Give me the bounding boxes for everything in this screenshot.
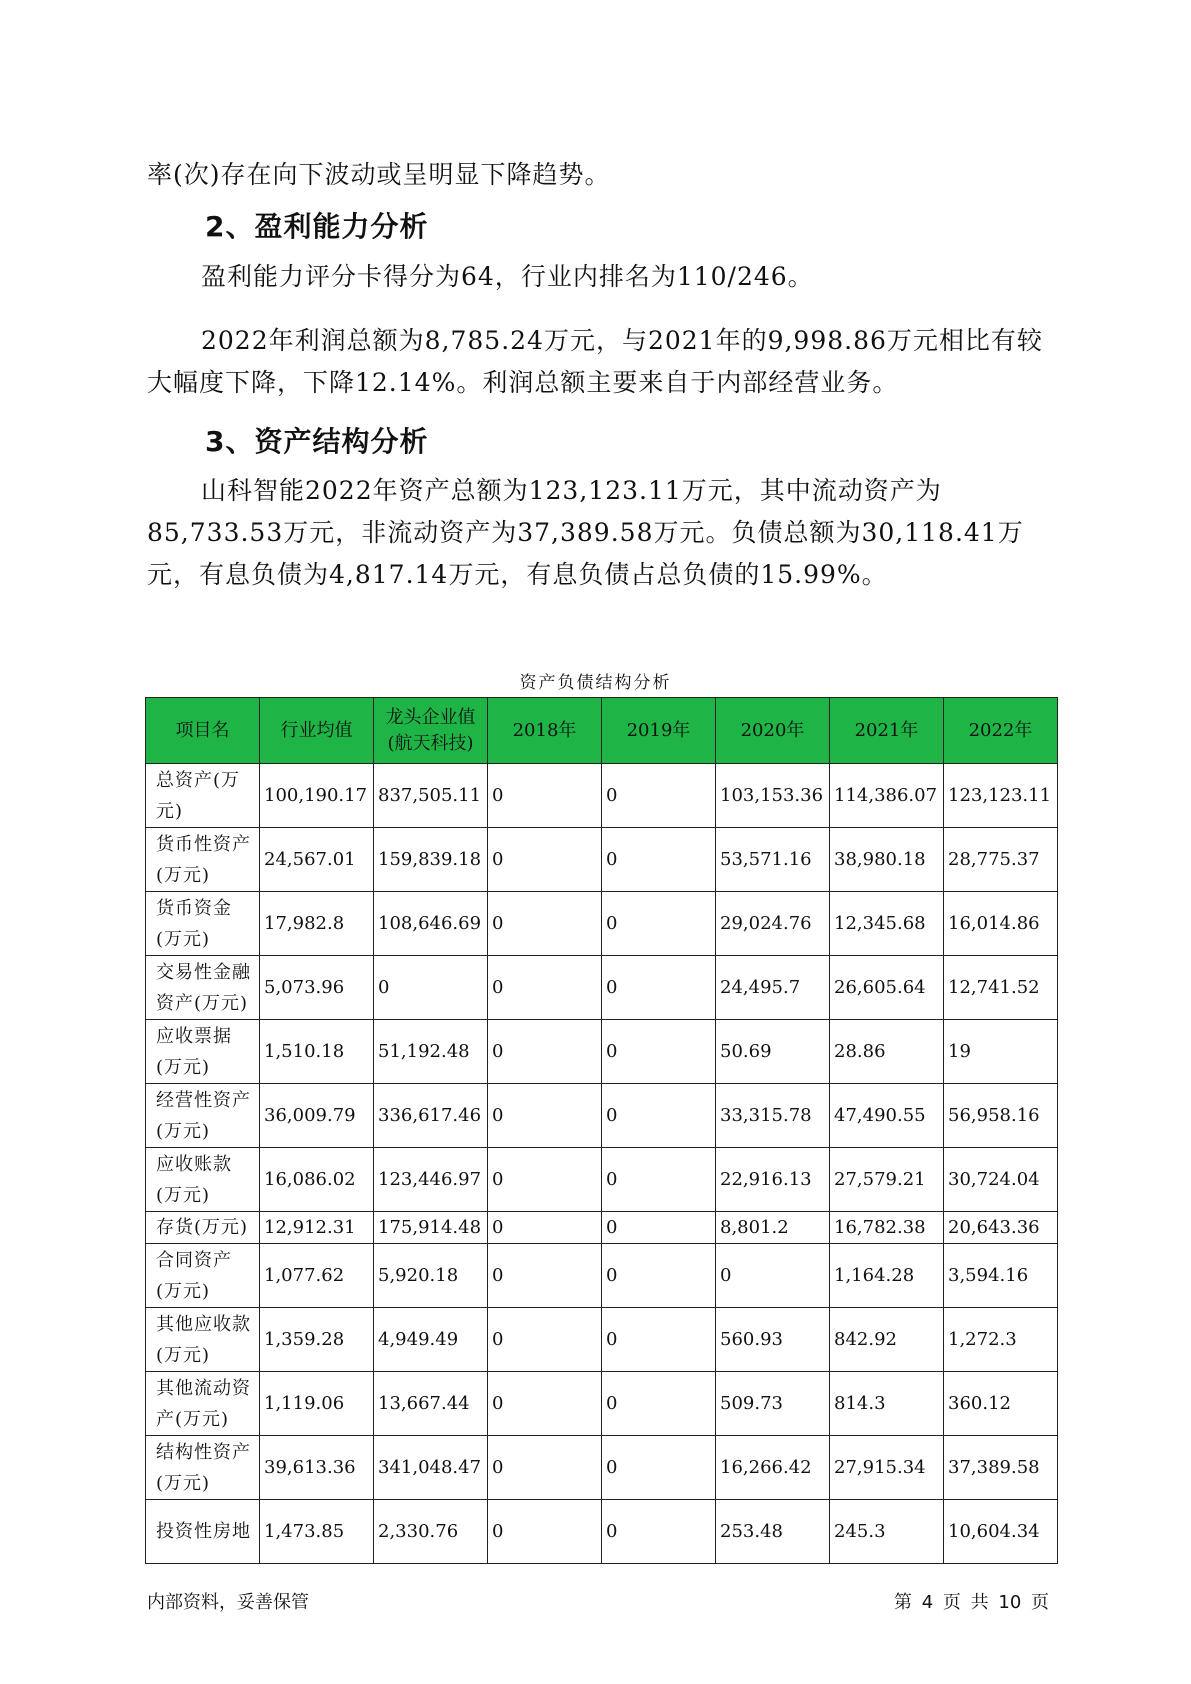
value-cell: 29,024.76 bbox=[716, 892, 830, 956]
table-caption: 资产负债结构分析 bbox=[519, 673, 672, 693]
value-cell: 12,741.52 bbox=[944, 956, 1058, 1020]
row-label-cell: 合同资产(万元) bbox=[146, 1244, 260, 1308]
asset-liability-table bbox=[145, 697, 1058, 1564]
table-body bbox=[146, 764, 1058, 1564]
table-row bbox=[146, 1212, 1058, 1244]
value-cell: 26,605.64 bbox=[830, 956, 944, 1020]
row-label-cell: 其他流动资产(万元) bbox=[146, 1372, 260, 1436]
value-cell: 0 bbox=[374, 956, 488, 1020]
value-cell: 0 bbox=[488, 1436, 602, 1500]
value-cell: 103,153.36 bbox=[716, 764, 830, 828]
value-cell: 16,014.86 bbox=[944, 892, 1058, 956]
value-cell: 0 bbox=[488, 892, 602, 956]
value-cell: 28,775.37 bbox=[944, 828, 1058, 892]
value-cell: 842.92 bbox=[830, 1308, 944, 1372]
paragraph-score: 盈利能力评分卡得分为64，行业内排名为110/246。 bbox=[201, 262, 814, 291]
value-cell: 0 bbox=[602, 1500, 716, 1564]
paragraph-trend: 率(次)存在向下波动或呈明显下降趋势。 bbox=[147, 160, 611, 189]
row-label-cell: 总资产(万元) bbox=[146, 764, 260, 828]
value-cell: 0 bbox=[716, 1244, 830, 1308]
value-cell: 5,073.96 bbox=[260, 956, 374, 1020]
row-label-cell: 交易性金融资产(万元) bbox=[146, 956, 260, 1020]
value-cell: 30,724.04 bbox=[944, 1148, 1058, 1212]
row-label-cell: 货币资金(万元) bbox=[146, 892, 260, 956]
footer-page-number: 第 4 页 共 10 页 bbox=[894, 1592, 1049, 1613]
header-leader-value: 龙头企业值(航天科技) bbox=[374, 698, 488, 764]
value-cell: 0 bbox=[602, 1372, 716, 1436]
value-cell: 0 bbox=[602, 1084, 716, 1148]
value-cell: 22,916.13 bbox=[716, 1148, 830, 1212]
value-cell: 0 bbox=[602, 1212, 716, 1244]
paragraph-profit: 2022年利润总额为8,785.24万元，与2021年的9,998.86万元相比有较大幅度下降，下降12.14%。利润总额主要来自于内部经营业务。 bbox=[147, 326, 1043, 397]
value-cell: 37,389.58 bbox=[944, 1436, 1058, 1500]
value-cell: 0 bbox=[602, 1020, 716, 1084]
value-cell: 24,495.7 bbox=[716, 956, 830, 1020]
table-row bbox=[146, 956, 1058, 1020]
value-cell: 3,594.16 bbox=[944, 1244, 1058, 1308]
value-cell: 50.69 bbox=[716, 1020, 830, 1084]
header-item-name: 项目名 bbox=[146, 698, 260, 764]
value-cell: 16,782.38 bbox=[830, 1212, 944, 1244]
header-2020: 2020年 bbox=[716, 698, 830, 764]
heading-asset-structure: 3、资产结构分析 bbox=[205, 425, 429, 458]
table-row bbox=[146, 1372, 1058, 1436]
value-cell: 560.93 bbox=[716, 1308, 830, 1372]
table-row bbox=[146, 1148, 1058, 1212]
value-cell: 0 bbox=[488, 1372, 602, 1436]
value-cell: 0 bbox=[602, 1148, 716, 1212]
value-cell: 336,617.46 bbox=[374, 1084, 488, 1148]
table-row bbox=[146, 1020, 1058, 1084]
value-cell: 1,272.3 bbox=[944, 1308, 1058, 1372]
table-row bbox=[146, 892, 1058, 956]
footer-confidential: 内部资料，妥善保管 bbox=[147, 1592, 309, 1613]
value-cell: 2,330.76 bbox=[374, 1500, 488, 1564]
table-row bbox=[146, 1308, 1058, 1372]
value-cell: 341,048.47 bbox=[374, 1436, 488, 1500]
value-cell: 0 bbox=[488, 828, 602, 892]
value-cell: 1,164.28 bbox=[830, 1244, 944, 1308]
value-cell: 17,982.8 bbox=[260, 892, 374, 956]
value-cell: 28.86 bbox=[830, 1020, 944, 1084]
value-cell: 1,473.85 bbox=[260, 1500, 374, 1564]
value-cell: 0 bbox=[602, 764, 716, 828]
value-cell: 0 bbox=[488, 1148, 602, 1212]
value-cell: 13,667.44 bbox=[374, 1372, 488, 1436]
value-cell: 0 bbox=[602, 956, 716, 1020]
row-label-cell: 其他应收款(万元) bbox=[146, 1308, 260, 1372]
value-cell: 1,119.06 bbox=[260, 1372, 374, 1436]
row-label-cell: 存货(万元) bbox=[146, 1212, 260, 1244]
value-cell: 123,446.97 bbox=[374, 1148, 488, 1212]
value-cell: 0 bbox=[488, 764, 602, 828]
value-cell: 0 bbox=[488, 1212, 602, 1244]
value-cell: 814.3 bbox=[830, 1372, 944, 1436]
header-2019: 2019年 bbox=[602, 698, 716, 764]
value-cell: 114,386.07 bbox=[830, 764, 944, 828]
value-cell: 0 bbox=[602, 1436, 716, 1500]
value-cell: 123,123.11 bbox=[944, 764, 1058, 828]
value-cell: 0 bbox=[602, 1244, 716, 1308]
value-cell: 360.12 bbox=[944, 1372, 1058, 1436]
value-cell: 509.73 bbox=[716, 1372, 830, 1436]
value-cell: 100,190.17 bbox=[260, 764, 374, 828]
value-cell: 33,315.78 bbox=[716, 1084, 830, 1148]
value-cell: 38,980.18 bbox=[830, 828, 944, 892]
table-row bbox=[146, 764, 1058, 828]
value-cell: 16,086.02 bbox=[260, 1148, 374, 1212]
header-2021: 2021年 bbox=[830, 698, 944, 764]
value-cell: 16,266.42 bbox=[716, 1436, 830, 1500]
value-cell: 4,949.49 bbox=[374, 1308, 488, 1372]
header-2018: 2018年 bbox=[488, 698, 602, 764]
value-cell: 56,958.16 bbox=[944, 1084, 1058, 1148]
heading-profitability: 2、盈利能力分析 bbox=[205, 210, 429, 243]
table-row bbox=[146, 1500, 1058, 1564]
table-row bbox=[146, 1436, 1058, 1500]
table-row bbox=[146, 828, 1058, 892]
row-label-cell: 货币性资产(万元) bbox=[146, 828, 260, 892]
header-2022: 2022年 bbox=[944, 698, 1058, 764]
value-cell: 0 bbox=[602, 828, 716, 892]
value-cell: 0 bbox=[602, 1308, 716, 1372]
value-cell: 10,604.34 bbox=[944, 1500, 1058, 1564]
value-cell: 20,643.36 bbox=[944, 1212, 1058, 1244]
value-cell: 1,077.62 bbox=[260, 1244, 374, 1308]
header-industry-avg: 行业均值 bbox=[260, 698, 374, 764]
value-cell: 159,839.18 bbox=[374, 828, 488, 892]
value-cell: 1,510.18 bbox=[260, 1020, 374, 1084]
value-cell: 0 bbox=[488, 956, 602, 1020]
table-header-row bbox=[146, 698, 1058, 764]
value-cell: 0 bbox=[488, 1020, 602, 1084]
paragraph-asset: 山科智能2022年资产总额为123,123.11万元，其中流动资产为85,733.53万元，非流动资产为37,389.58万元。负债总额为30,118.41万元，有息负债为4,817.14万元，有息负债占总负债的15.99%。 bbox=[147, 476, 1024, 589]
value-cell: 51,192.48 bbox=[374, 1020, 488, 1084]
value-cell: 24,567.01 bbox=[260, 828, 374, 892]
value-cell: 0 bbox=[488, 1500, 602, 1564]
value-cell: 27,579.21 bbox=[830, 1148, 944, 1212]
value-cell: 253.48 bbox=[716, 1500, 830, 1564]
value-cell: 175,914.48 bbox=[374, 1212, 488, 1244]
value-cell: 12,345.68 bbox=[830, 892, 944, 956]
table-row bbox=[146, 1084, 1058, 1148]
value-cell: 39,613.36 bbox=[260, 1436, 374, 1500]
table-row bbox=[146, 1244, 1058, 1308]
row-label-cell: 投资性房地 bbox=[146, 1500, 260, 1564]
row-label-cell: 应收票据(万元) bbox=[146, 1020, 260, 1084]
value-cell: 27,915.34 bbox=[830, 1436, 944, 1500]
value-cell: 108,646.69 bbox=[374, 892, 488, 956]
value-cell: 0 bbox=[488, 1308, 602, 1372]
value-cell: 8,801.2 bbox=[716, 1212, 830, 1244]
value-cell: 47,490.55 bbox=[830, 1084, 944, 1148]
value-cell: 36,009.79 bbox=[260, 1084, 374, 1148]
value-cell: 0 bbox=[488, 1084, 602, 1148]
row-label-cell: 经营性资产(万元) bbox=[146, 1084, 260, 1148]
value-cell: 1,359.28 bbox=[260, 1308, 374, 1372]
row-label-cell: 结构性资产(万元) bbox=[146, 1436, 260, 1500]
value-cell: 0 bbox=[602, 892, 716, 956]
value-cell: 245.3 bbox=[830, 1500, 944, 1564]
value-cell: 19 bbox=[944, 1020, 1058, 1084]
value-cell: 5,920.18 bbox=[374, 1244, 488, 1308]
value-cell: 0 bbox=[488, 1244, 602, 1308]
value-cell: 53,571.16 bbox=[716, 828, 830, 892]
value-cell: 837,505.11 bbox=[374, 764, 488, 828]
value-cell: 12,912.31 bbox=[260, 1212, 374, 1244]
row-label-cell: 应收账款(万元) bbox=[146, 1148, 260, 1212]
